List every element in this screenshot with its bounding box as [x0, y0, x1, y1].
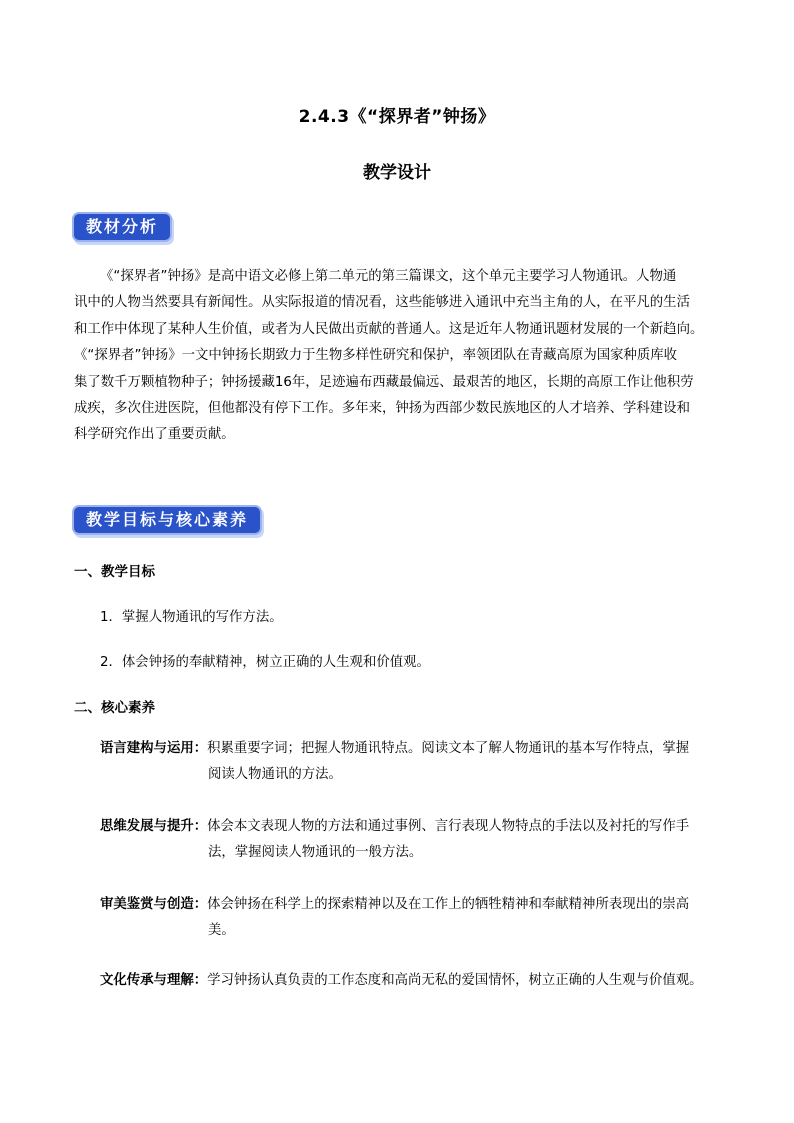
section-banner-textbook-analysis: 教材分析: [74, 214, 170, 240]
paragraph-line: 成疾，多次住进医院，但他都没有停下工作。多年来，钟扬为西部少数民族地区的人才培养、学科建设和: [74, 401, 690, 417]
paragraph-line: 和工作中体现了某种人生价值，或者为人民做出贡献的普通人。这是近年人物通讯题材发展的一个新趋向。: [74, 321, 704, 337]
core-item-culture: [100, 968, 703, 994]
core-item-label: 语言建构与运用：: [100, 741, 208, 756]
document-title: 2.4.3《“探界者”钟扬》: [298, 107, 496, 127]
core-item-text: 体会钟扬在科学上的探索精神以及在工作上的牺牲精神和奉献精神所表现出的崇高: [207, 897, 690, 912]
goals-heading: 一、教学目标: [74, 564, 155, 580]
textbook-analysis-paragraph: [74, 264, 738, 449]
core-item-text-continued: 法，掌握阅读人物通讯的一般方法。: [208, 845, 423, 860]
core-item-text-continued: 美。: [208, 923, 235, 938]
paragraph-line: 《“探界者”钟扬》是高中语文必修上第二单元的第三篇课文，这个单元主要学习人物通讯。人物通: [100, 269, 677, 284]
goal-item: 1．掌握人物通讯的写作方法。: [100, 610, 283, 625]
core-item-label: 思维发展与提升：: [100, 819, 208, 834]
core-item-text: 体会本文表现人物的方法和通过事例、言行表现人物特点的手法以及衬托的写作手: [207, 819, 690, 834]
core-item-label: 审美鉴赏与创造：: [100, 897, 208, 912]
core-item-thinking: [100, 814, 689, 866]
goal-item: 2．体会钟扬的奉献精神，树立正确的人生观和价值观。: [100, 655, 430, 670]
core-item-text: 积累重要字词；把握人物通讯特点。阅读文本了解人物通讯的基本写作特点，掌握: [207, 741, 690, 756]
core-item-text-continued: 阅读人物通讯的方法。: [208, 767, 342, 782]
paragraph-line: 《“探界者”钟扬》一文中钟扬长期致力于生物多样性研究和保护，率领团队在青藏高原为国家种质库收: [74, 348, 678, 364]
core-item-label: 文化传承与理解：: [100, 973, 208, 988]
section-banner-goals-and-literacy: 教学目标与核心素养: [74, 507, 260, 533]
core-item-text: 学习钟扬认真负责的工作态度和高尚无私的爱国情怀，树立正确的人生观与价值观。: [207, 973, 703, 988]
core-item-aesthetics: [100, 892, 689, 944]
core-item-language: [100, 736, 689, 788]
core-literacy-heading: 二、核心素养: [74, 700, 155, 716]
paragraph-line: 集了数千万颗植物种子；钟扬援藏16年，足迹遍布西藏最偏远、最艰苦的地区，长期的高原工作让他积劳: [74, 374, 694, 390]
document-subtitle: 教学设计: [363, 163, 431, 183]
paragraph-line: 讯中的人物当然要具有新闻性。从实际报道的情况看，这些能够进入通讯中充当主角的人，在平凡的生活: [74, 295, 690, 311]
paragraph-line: 科学研究作出了重要贡献。: [74, 427, 235, 443]
